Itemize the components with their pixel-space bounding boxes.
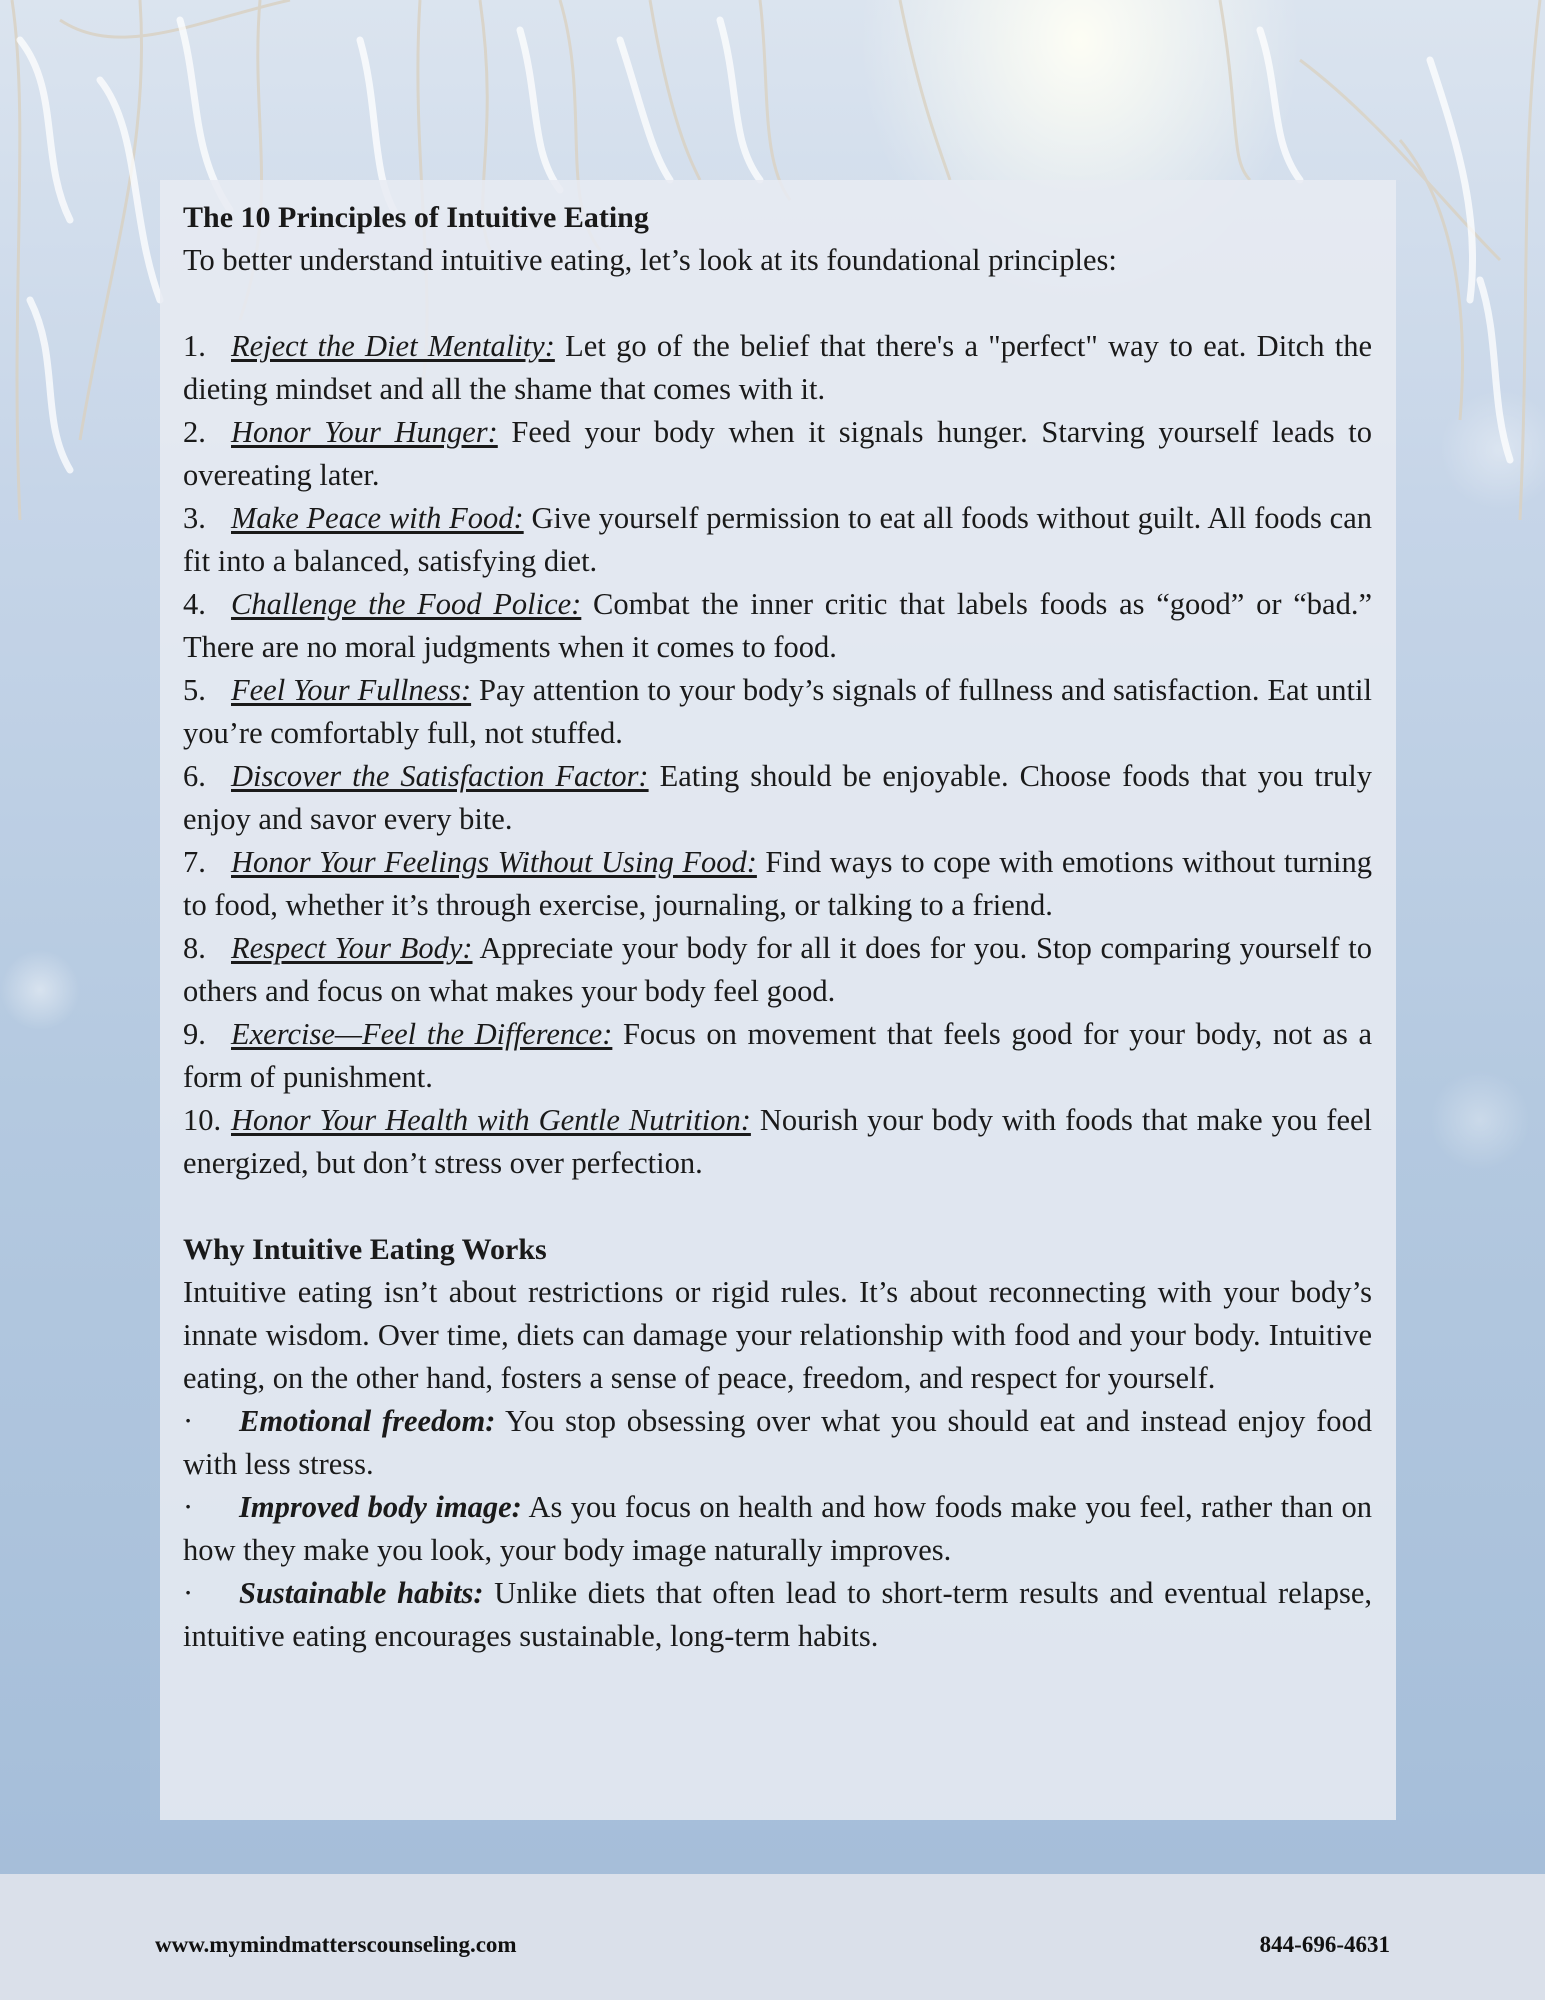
bullet-icon: · — [183, 1490, 194, 1524]
item-text: Focus on movement that feels good for your body, not as a form of punishment. — [183, 1017, 1372, 1094]
principles-list — [183, 325, 1372, 1185]
item-term: Discover the Satisfaction Factor: — [231, 759, 649, 793]
spacer — [183, 1185, 1372, 1228]
item-number: 3. — [183, 501, 206, 535]
item-text: Let go of the belief that there's a "perfect" way to eat. Ditch the dieting mindset and all the shame that comes with it. — [183, 329, 1372, 406]
principle-item — [183, 583, 1372, 669]
principle-item — [183, 1013, 1372, 1099]
item-text: Combat the inner critic that labels foods as “good” or “bad.” There are no moral judgments when it comes to food. — [183, 587, 1372, 664]
item-number: 9. — [183, 1017, 206, 1051]
principle-item — [183, 411, 1372, 497]
principle-item — [183, 669, 1372, 755]
item-term: Honor Your Hunger: — [231, 415, 498, 449]
item-number: 10. — [183, 1103, 222, 1137]
why-title: Why Intuitive Eating Works — [183, 1233, 547, 1266]
item-text: Give yourself permission to eat all foods without guilt. All foods can fit into a balanced, satisfying diet. — [183, 501, 1372, 578]
benefit-term: Sustainable habits: — [239, 1576, 484, 1610]
benefit-item — [183, 1400, 1372, 1486]
item-number: 2. — [183, 415, 206, 449]
item-number: 7. — [183, 845, 206, 879]
item-term: Respect Your Body: — [231, 931, 473, 965]
principles-title: The 10 Principles of Intuitive Eating — [183, 201, 649, 234]
footer — [0, 1874, 1545, 2000]
item-text: Appreciate your body for all it does for you. Stop comparing yourself to others and focus on what makes your body feel good. — [183, 931, 1372, 1008]
item-term: Feel Your Fullness: — [231, 673, 472, 707]
bullet-icon: · — [183, 1404, 194, 1438]
item-text: Find ways to cope with emotions without turning to food, whether it’s through exercise, journaling, or talking to a friend. — [183, 845, 1372, 922]
principle-item — [183, 325, 1372, 411]
benefit-item — [183, 1572, 1372, 1658]
benefit-text: You stop obsessing over what you should eat and instead enjoy food with less stress. — [183, 1404, 1372, 1481]
item-number: 1. — [183, 329, 206, 363]
principle-item — [183, 497, 1372, 583]
website-link[interactable]: www.mymindmatterscounseling.com — [155, 1932, 517, 1957]
spacer — [183, 282, 1372, 325]
benefit-text: Unlike diets that often lead to short-term results and eventual relapse, intuitive eating encourages sustainable, long-term habits. — [183, 1576, 1372, 1653]
principle-item — [183, 755, 1372, 841]
benefits-list — [183, 1400, 1372, 1658]
principle-item — [183, 927, 1372, 1013]
phone-number[interactable]: 844-696-4631 — [1259, 1932, 1390, 1957]
item-text: Feed your body when it signals hunger. Starving yourself leads to overeating later. — [183, 415, 1372, 492]
item-term: Honor Your Health with Gentle Nutrition: — [231, 1103, 751, 1137]
item-number: 6. — [183, 759, 206, 793]
item-number: 5. — [183, 673, 206, 707]
item-number: 4. — [183, 587, 206, 621]
item-number: 8. — [183, 931, 206, 965]
why-paragraph: Intuitive eating isn’t about restrictions or rigid rules. It’s about reconnecting with your body’s innate wisdom. Over time, diets can damage your relationship with food and your body. Intuitive eating, on the other hand, fosters a sense of peace, freedom, and respect for yourself. — [183, 1275, 1372, 1395]
item-text: Eating should be enjoyable. Choose foods that you truly enjoy and savor every bite. — [183, 759, 1372, 836]
bullet-icon: · — [183, 1576, 194, 1610]
benefit-term: Improved body image: — [239, 1490, 522, 1524]
item-term: Make Peace with Food: — [231, 501, 524, 535]
item-text: Pay attention to your body’s signals of fullness and satisfaction. Eat until you’re comfortably full, not stuffed. — [183, 673, 1372, 750]
item-term: Exercise—Feel the Difference: — [231, 1017, 613, 1051]
benefit-term: Emotional freedom: — [239, 1404, 496, 1438]
item-term: Challenge the Food Police: — [231, 587, 582, 621]
benefit-text: As you focus on health and how foods make you feel, rather than on how they make you look, your body image naturally improves. — [183, 1490, 1372, 1567]
benefit-item — [183, 1486, 1372, 1572]
principle-item — [183, 1099, 1372, 1185]
item-term: Honor Your Feelings Without Using Food: — [231, 845, 757, 879]
item-term: Reject the Diet Mentality: — [231, 329, 555, 363]
content-panel — [160, 180, 1396, 1820]
item-text: Nourish your body with foods that make you feel energized, but don’t stress over perfection. — [183, 1103, 1373, 1180]
principles-intro: To better understand intuitive eating, let’s look at its foundational principles: — [183, 243, 1117, 277]
principle-item — [183, 841, 1372, 927]
